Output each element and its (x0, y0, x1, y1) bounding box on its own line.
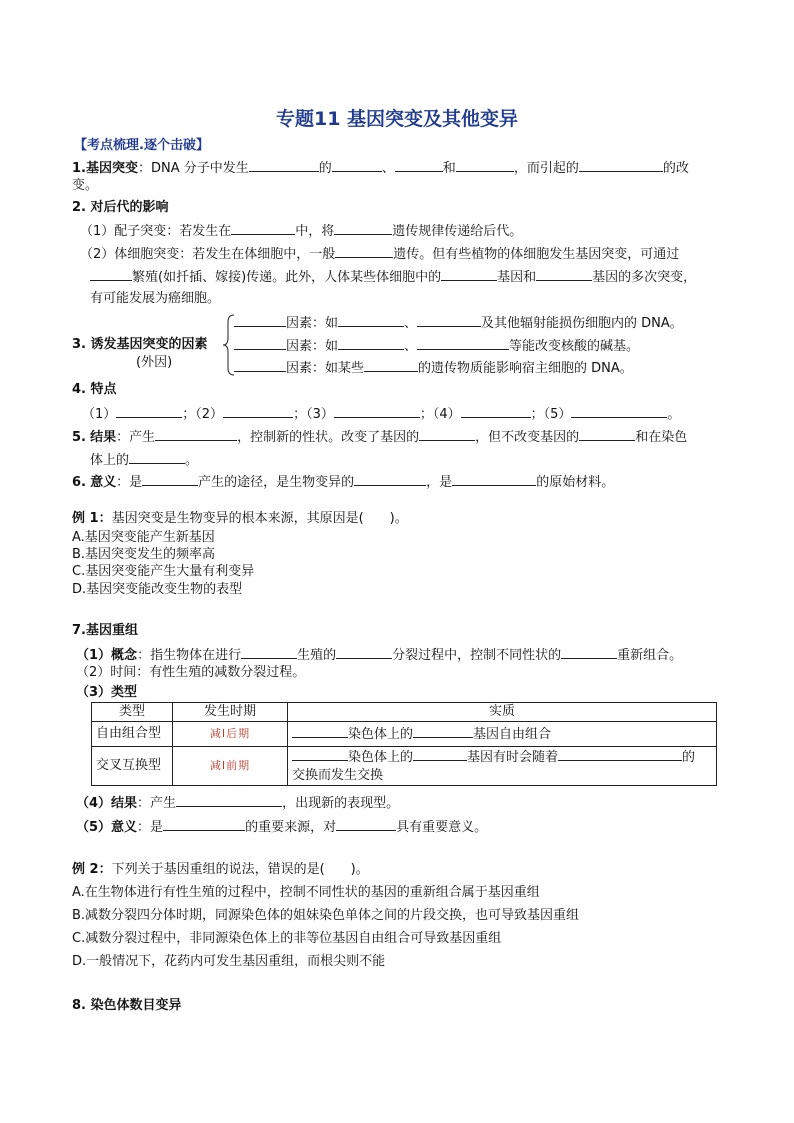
s4-label: 4. 特点 (72, 382, 117, 397)
s7-concept: （1）概念：指生物体在进行 生殖的 分裂过程中，控制不同性状的 重新组合。 (76, 645, 682, 665)
s6-line: 6. 意义：是 产生的途径，是生物变异的 ，是 的原始材料。 (72, 472, 614, 492)
ex1-option-a: A.基因突变能产生新基因 (72, 530, 215, 545)
ex2-option-a: A.在生物体进行有性生殖的过程中，控制不同性状的基因的重新组合属于基因重组 (72, 885, 540, 900)
ex2-question: 例 2：下列关于基因重组的说法，错误的是( )。 (72, 862, 369, 877)
s3-row1: 因素：如 、 及其他辐射能损伤细胞内的 DNA。 (234, 313, 683, 333)
s2-line-b: （2）体细胞突变：若发生在体细胞中，一般 遗传。但有些植物的体细胞发生基因突变，可通过 (80, 244, 679, 264)
ex2-option-c: C.减数分裂过程中，非同源染色体上的非等位基因自由组合可导致基因重组 (72, 931, 502, 946)
table-cell-essence: 染色体上的 基因有时会随着 的 交换而发生交换 (288, 747, 717, 786)
s3-row2: 因素：如 、 等能改变核酸的碱基。 (234, 336, 639, 356)
page-title: 专题11 基因突变及其他变异 (275, 108, 519, 130)
ex1-option-d: D.基因突变能改变生物的表型 (72, 582, 243, 597)
s3-label: 3. 诱发基因突变的因素 (72, 337, 208, 352)
table-row (92, 747, 717, 786)
s1-line2: 变。 (72, 178, 99, 193)
s3-sub: (外因) (136, 355, 173, 370)
ex1-question: 例 1：基因突变是生物变异的根本来源，其原因是( )。 (72, 511, 408, 526)
table-cell-type: 交叉互换型 (92, 747, 173, 786)
ex2-option-d: D.一般情况下，花药内可发生基因重组，而根尖则不能 (72, 954, 386, 969)
table-header: 类型 (92, 703, 173, 722)
table-row (92, 722, 717, 747)
s7-meaning: （5）意义：是 的重要来源，对 具有重要意义。 (76, 817, 487, 837)
s8-label: 8. 染色体数目变异 (72, 998, 182, 1013)
recombination-table (91, 702, 717, 786)
s2-line-c: 繁殖(如扦插、嫁接)传递。此外，人体某些体细胞中的 基因和 基因的多次突变， (90, 267, 696, 287)
ex1-option-b: B.基因突变发生的频率高 (72, 547, 216, 562)
table-cell-type: 自由组合型 (92, 722, 173, 747)
s5-line2: 体上的 。 (90, 450, 198, 470)
table-header: 实质 (288, 703, 717, 722)
table-header: 发生时期 (173, 703, 288, 722)
s7-time: （2）时间：有性生殖的减数分裂过程。 (76, 665, 306, 680)
s3-row3: 因素：如某些 的遗传物质能影响宿主细胞的 DNA。 (234, 358, 633, 378)
s2-line-a: （1）配子突变：若发生在 中，将 遗传规律传递给后代。 (80, 221, 522, 241)
s4-items: （1） ；（2） ；（3） ；（4） ；（5） 。 (82, 404, 680, 424)
s7-result: （4）结果：产生 ，出现新的表现型。 (76, 793, 399, 813)
ex1-option-c: C.基因突变能产生大量有利变异 (72, 564, 255, 579)
s2-line-d: 有可能发展为癌细胞。 (90, 291, 221, 306)
s5-line1: 5. 结果：产生 ，控制新的性状。改变了基因的 ，但不改变基因的 和在染色 (72, 427, 687, 447)
table-cell-period: 减Ⅰ后期 (173, 722, 288, 747)
section-header: 【考点梳理.逐个击破】 (74, 138, 209, 153)
s7-label: 7.基因重组 (72, 623, 138, 638)
s7-type-label: （3）类型 (76, 685, 138, 700)
s1-line1: 1.基因突变：DNA 分子中发生 的 、 和 ，而引起的 的改 (72, 158, 689, 178)
ex2-option-b: B.减数分裂四分体时期，同源染色体的姐妹染色单体之间的片段交换，也可导致基因重组 (72, 908, 580, 923)
s2-label: 2. 对后代的影响 (72, 200, 169, 215)
table-header-row (92, 703, 717, 722)
table-cell-period: 减Ⅰ前期 (173, 747, 288, 786)
table-cell-essence: 染色体上的 基因自由组合 (288, 722, 717, 747)
